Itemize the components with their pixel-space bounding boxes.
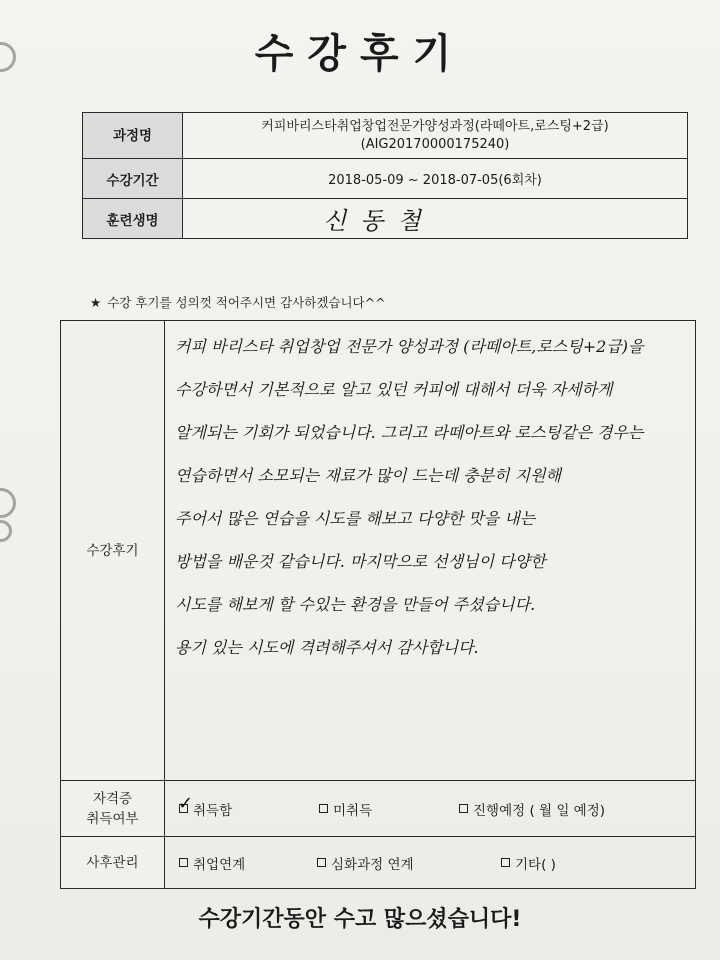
cert-option-planned[interactable] xyxy=(459,799,605,819)
period-value: 2018-05-09 ~ 2018-07-05(6회차) xyxy=(183,159,688,199)
cert-option-label: 취득함 xyxy=(193,802,233,819)
binder-ring xyxy=(0,520,12,542)
checkbox[interactable] xyxy=(459,804,468,813)
review-table xyxy=(60,320,696,889)
trainee-name-cell xyxy=(183,199,688,239)
aftercare-option-other[interactable] xyxy=(501,853,556,873)
footer-message: 수강기간동안 수고 많으셨습니다! xyxy=(198,907,522,932)
review-text-area xyxy=(165,321,696,781)
period-label: 수강기간 xyxy=(83,159,183,199)
trainee-name-handwritten: 신동철 xyxy=(323,207,435,235)
cert-options-cell xyxy=(165,781,696,837)
course-value xyxy=(183,113,688,159)
page-title: 수강후기 xyxy=(254,31,466,77)
notice-message: 수강 후기를 성의껏 적어주시면 감사하겠습니다^^ xyxy=(107,295,386,310)
cert-option-acquired[interactable] xyxy=(178,793,319,819)
cert-option-not-acquired[interactable] xyxy=(319,799,459,819)
aftercare-options xyxy=(165,853,695,873)
notice-text xyxy=(90,293,386,311)
checkbox[interactable] xyxy=(319,804,328,813)
cert-options xyxy=(165,793,695,819)
binder-ring xyxy=(0,488,16,518)
course-name: 커피바리스타취업창업전문가양성과정(라떼아트,로스팅+2급) xyxy=(261,118,609,134)
cert-label-line1: 자격증 xyxy=(92,790,133,807)
cert-label-line2: 취득여부 xyxy=(86,810,139,827)
review-line: 커피 바리스타 취업창업 전문가 양성과정 (라떼아트,로스팅+2급)을 xyxy=(175,337,644,356)
course-code: (AIG20170000175240) xyxy=(360,136,510,152)
checkbox[interactable] xyxy=(317,858,326,867)
checkbox[interactable] xyxy=(501,858,510,867)
course-info-table xyxy=(82,112,688,239)
aftercare-option-job[interactable] xyxy=(179,853,317,873)
review-line: 시도를 해보게 할 수있는 환경을 만들어 주셨습니다. xyxy=(175,595,536,614)
review-label: 수강후기 xyxy=(61,321,165,781)
review-line: 알게되는 기회가 되었습니다. 그리고 라떼아트와 로스팅같은 경우는 xyxy=(175,423,644,442)
aftercare-option-advanced[interactable] xyxy=(317,853,501,873)
cert-option-label: 미취득 xyxy=(333,802,373,819)
review-line: 용기 있는 시도에 격려해주셔서 감사합니다. xyxy=(175,638,479,657)
cert-label xyxy=(61,781,165,837)
aftercare-options-cell xyxy=(165,837,696,889)
cert-option-label: 진행예정 ( 월 일 예정) xyxy=(473,802,606,819)
trainee-name-label: 훈련생명 xyxy=(83,199,183,239)
star-icon: ★ xyxy=(90,295,102,310)
course-label: 과정명 xyxy=(83,113,183,159)
review-line: 연습하면서 소모되는 재료가 많이 드는데 충분히 지원해 xyxy=(175,466,562,485)
aftercare-option-label: 기타( ) xyxy=(515,856,556,873)
check-mark-icon: ✓ xyxy=(178,793,194,814)
review-line: 방법을 배운것 같습니다. 마지막으로 선생님이 다양한 xyxy=(175,552,546,571)
checkbox[interactable] xyxy=(179,858,188,867)
review-line: 주어서 많은 연습을 시도를 해보고 다양한 맛을 내는 xyxy=(175,509,536,528)
aftercare-option-label: 취업연계 xyxy=(193,856,246,873)
aftercare-option-label: 심화과정 연계 xyxy=(331,856,414,873)
checkbox-checked[interactable] xyxy=(178,793,194,814)
review-line: 수강하면서 기본적으로 알고 있던 커피에 대해서 더욱 자세하게 xyxy=(175,380,613,399)
aftercare-label: 사후관리 xyxy=(61,837,165,889)
